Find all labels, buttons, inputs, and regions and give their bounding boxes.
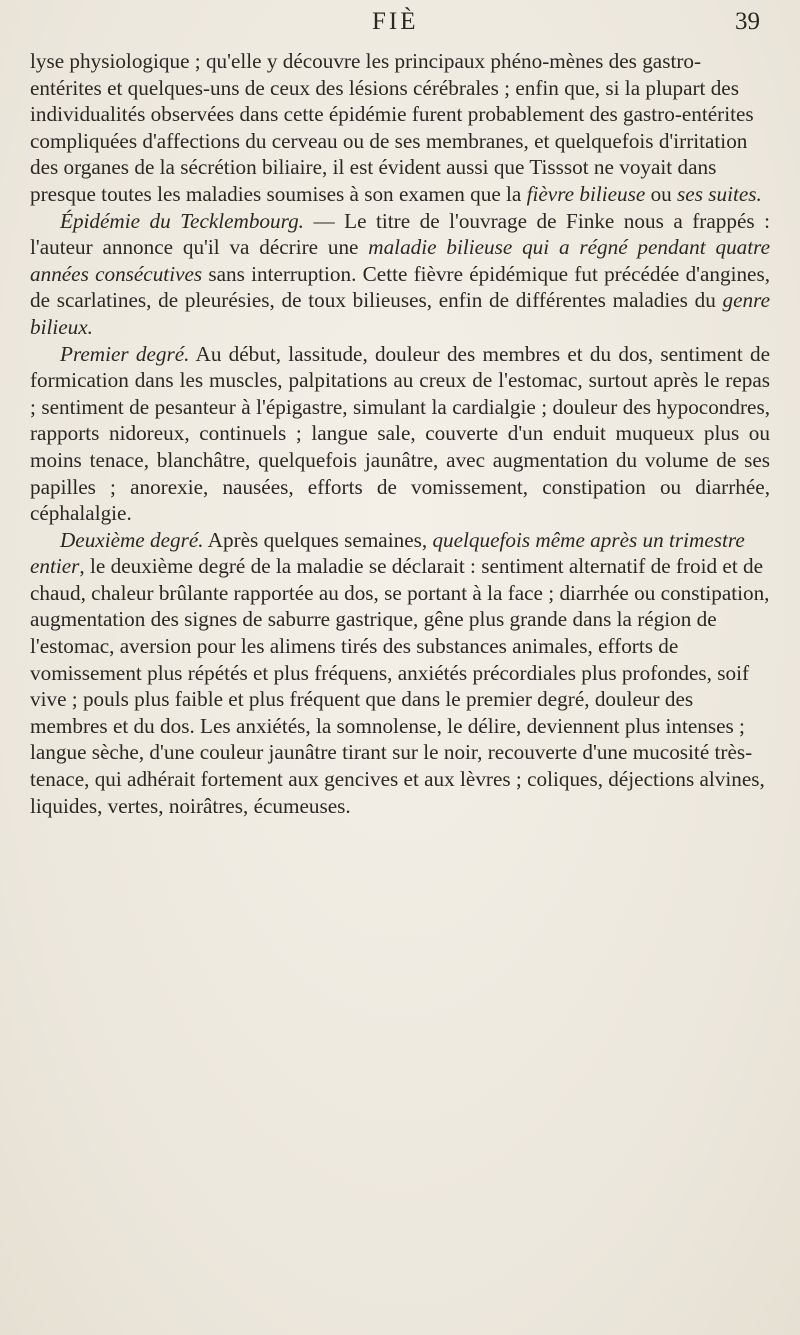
- italic-segment: Deuxième degré.: [60, 527, 204, 552]
- paragraph-deuxieme-degre: [30, 527, 770, 820]
- italic-segment: quelquefois même après un trimestre entier: [30, 527, 745, 579]
- page-header: [0, 8, 800, 44]
- italic-segment: fièvre bilieuse: [526, 181, 646, 206]
- text-segment: sans interruption. Cette fièvre épidémique fut précédée d'angines, de scarlatines, de pleurésies, de toux bilieuses, enfin de différentes maladies du: [30, 261, 770, 313]
- running-head: FIÈ: [372, 8, 419, 35]
- text-segment: lyse physiologique ; qu'elle y découvre les principaux phéno-mènes des gastro-entérites et quelques-uns de ceux des lésions cérébrales ; enfin que, si la plupart des individualités observées dans cette épidémie furent probablement des gastro-entérites compliquées d'affections du cerveau ou de ses membranes, et quelquefois d'irritation des organes de la sécrétion biliaire, il est évident aussi que Tisssot ne voyait dans presque toutes les maladies soumises à son examen que la: [30, 49, 754, 206]
- body-text: [30, 48, 770, 819]
- paragraph-premier-degre: [30, 341, 770, 527]
- page-number: 39: [735, 8, 760, 35]
- text-segment: — Le titre de l'ouvrage de Finke nous a frappés : l'auteur annonce qu'il va décrire une: [30, 208, 770, 260]
- paragraph-continuation: [30, 48, 770, 208]
- italic-segment: Épidémie du Tecklembourg.: [60, 208, 304, 233]
- text-segment: ou: [645, 181, 678, 206]
- paragraph-epidemie-tecklembourg: [30, 208, 770, 341]
- text-segment: , le deuxième degré de la maladie se déclarait : sentiment alternatif de froid et de chaud, chaleur brûlante rapportée au dos, se portant à la face ; diarrhée ou constipation, augmentation des signes de saburre gastrique, gêne plus grande dans la région de l'estomac, aversion pour les alimens tirés des substances animales, efforts de vomissement plus répétés et plus fréquens, anxiétés précordiales plus profondes, soif vive ; pouls plus faible et plus fréquent que dans le premier degré, douleur des membres et du dos. Les anxiétés, la somnolense, le délire, deviennent plus intenses ; langue sèche, d'une couleur jaunâtre tirant sur le noir, recouverte d'une mucosité très-tenace, qui adhérait fortement aux gencives et aux lèvres ; coliques, déjections alvines, liquides, vertes, noirâtres, écumeuses.: [30, 554, 770, 818]
- text-segment: Au début, lassitude, douleur des membres et du dos, sentiment de formication dans les muscles, palpitations au creux de l'estomac, surtout après le repas ; sentiment de pesanteur à l'épigastre, simulant la cardialgie ; douleur des hypocondres, rapports nidoreux, continuels ; langue sale, couverte d'un enduit muqueux plus ou moins tenace, blanchâtre, quelquefois jaunâtre, avec augmentation du volume de ses papilles ; anorexie, nausées, efforts de vomissement, constipation ou diarrhée, céphalalgie.: [30, 341, 770, 526]
- italic-segment: genre bilieux.: [30, 288, 770, 339]
- italic-segment: Premier degré.: [60, 341, 190, 366]
- italic-segment: maladie bilieuse qui a régné pendant quatre années consécutives: [30, 235, 771, 286]
- text-segment: Après quelques semaines,: [203, 527, 433, 552]
- italic-segment: ses suites.: [677, 181, 762, 206]
